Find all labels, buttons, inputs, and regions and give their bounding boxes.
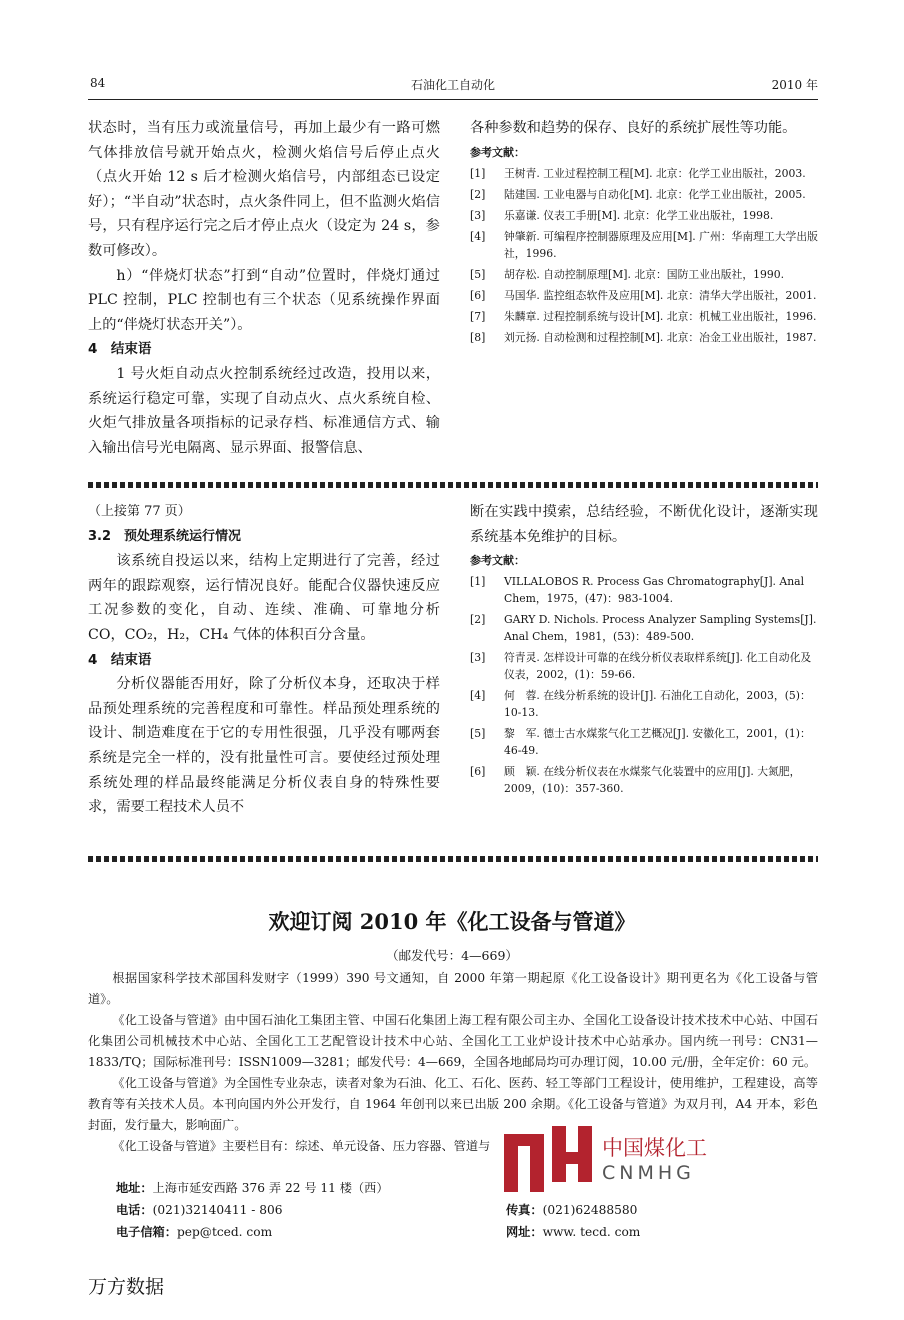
contact-fax: 传真：(021)62488580: [506, 1203, 638, 1217]
paragraph: 该系统自投运以来，结构上定期进行了完善，经过两年的跟踪观察，运行情况良好。能配合仪器快速反应工况参数的变化，自动、连续、准确、可靠地分析 CO，CO₂，H₂，CH₄ 气体的体积百分含量。: [88, 553, 440, 643]
logo-text-cn: 中国煤化工: [602, 1136, 707, 1160]
reference-item: [3] 符青灵. 怎样设计可靠的在线分析仪表取样系统[J]. 化工自动化及仪表，2002，(1)：59-66.: [470, 651, 812, 682]
reference-item: [2] GARY D. Nichols. Process Analyzer Sampling Systems[J]. Anal Chem，1981，(53)：489-500.: [470, 613, 817, 644]
left-column-top: [88, 116, 440, 460]
reference-item: [6] 顾 颖. 在线分析仪表在水煤浆气化装置中的应用[J]. 大氮肥，2009，(10)：357-360.: [470, 765, 801, 796]
subsection-heading: 3.2 预处理系统运行情况: [88, 528, 242, 544]
reference-item: [1] 王树青. 工业过程控制工程[M]. 北京：化学工业出版社，2003.: [470, 166, 806, 180]
ad-title: 欢迎订阅 2010 年《化工设备与管道》: [268, 909, 636, 934]
continuation-note: （上接第 77 页）: [88, 504, 191, 519]
ad-paragraph: 《化工设备与管道》主要栏目有：综述、单元设备、压力容器、管道与: [112, 1139, 491, 1153]
paragraph: 断在实践中摸索，总结经验，不断优化设计，逐渐实现系统基本免维护的目标。: [470, 504, 818, 545]
wavy-divider: [88, 482, 818, 488]
references-heading: 参考文献：: [470, 554, 525, 568]
section-heading: 4 结束语: [88, 341, 152, 358]
ad-paragraph: 根据国家科学技术部国科发财字（1999）390 号文通知，自 2000 年第一期起原《化工设备设计》期刊更名为《化工设备与管道》。: [88, 971, 818, 1006]
logo-mark-icon: [504, 1126, 596, 1192]
ad-paragraph: 《化工设备与管道》由中国石油化工集团主管、中国石化集团上海工程有限公司主办、全国化工设备设计技术技术中心站、中国石化集团公司机械技术中心站、全国化工工艺配管设计技术中心站、全国化工工业炉设计技术中心站承办。国内统一刊号：CN31—1833/TQ；国际标准刊号：ISSN1009—3281；邮发代号：4—669，全国各地邮局均可办理订阅，10.00 元/册，全年定价：60 元。: [88, 1013, 818, 1069]
reference-item: [7] 朱麟章. 过程控制系统与设计[M]. 北京：机械工业出版社，1996.: [470, 309, 817, 323]
section-heading: 4 结束语: [88, 651, 152, 668]
reference-item: [4] 何 蓉. 在线分析系统的设计[J]. 石油化工自动化，2003，(5)：10-13.: [470, 689, 811, 720]
reference-item: [3] 乐嘉谦. 仪表工手册[M]. 北京：化学工业出版社，1998.: [470, 208, 774, 222]
paragraph: 各种参数和趋势的保存、良好的系统扩展性等功能。: [470, 120, 797, 136]
contact-website[interactable]: 网址：www. tecd. com: [506, 1225, 641, 1239]
reference-item: [5] 胡存松. 自动控制原理[M]. 北京：国防工业出版社，1990.: [470, 267, 785, 281]
right-column-mid: [470, 500, 818, 801]
references-heading: 参考文献：: [470, 145, 525, 159]
paragraph: 状态时，当有压力或流量信号，再加上最少有一路可燃气体排放信号就开始点火，检测火焰信号后停止点火（点火开始 12 s 后才检测火焰信号，内部组态已设定好）；“半自动”状态时，点火条件同上，但不监测火焰信号，只有程序运行完之后才停止点火（设定为 24 s，参数可修改）。: [88, 120, 440, 259]
reference-item: [4] 钟肇新. 可编程序控制器原理及应用[M]. 广州：华南理工大学出版社，1996.: [470, 229, 818, 260]
right-column-top: [470, 116, 818, 350]
reference-list: [470, 165, 818, 346]
paragraph: 分析仪器能否用好，除了分析仪本身，还取决于样品预处理系统的完善程度和可靠性。样品预处理系统的设计、制造难度在于它的专用性很强，几乎没有哪两套系统是完全一样的，没有批量性可言。要使经过预处理系统处理的样品最终能满足分析仪表自身的特殊性要求，需要工程技术人员不: [88, 676, 440, 816]
header-rule: [88, 99, 818, 100]
reference-list: [470, 573, 818, 797]
reference-item: [8] 刘元扬. 自动检测和过程控制[M]. 北京：冶金工业出版社，1987.: [470, 330, 817, 344]
journal-name: 石油化工自动化: [410, 78, 495, 92]
reference-item: [5] 黎 军. 德士古水煤浆气化工艺概况[J]. 安徽化工，2001，(1)：46-49.: [470, 727, 811, 758]
source-footer: 万方数据: [88, 1276, 165, 1298]
paragraph: h）“伴烧灯状态”打到“自动”位置时，伴烧灯通过 PLC 控制，PLC 控制也有三个状态（见系统操作界面上的“伴烧灯状态开关”）。: [88, 267, 440, 333]
ad-postal-code: （邮发代号：4—669）: [386, 948, 518, 963]
reference-item: [1] VILLALOBOS R. Process Gas Chromatography[J]. Anal Chem，1975，(47)：983-1004.: [470, 575, 805, 606]
paragraph: 1 号火炬自动点火控制系统经过改造，投用以来，系统运行稳定可靠，实现了自动点火、点火系统自检、火炬气排放量各项指标的记录存档、标准通信方式、输入输出信号光电隔离、显示界面、报警信息、: [88, 365, 440, 456]
running-header: [88, 74, 818, 96]
cnmhg-watermark-logo: [504, 1126, 714, 1192]
contact-email[interactable]: 电子信箱：pep@tced. com: [116, 1225, 273, 1239]
contact-address: 地址：上海市延安西路 376 弄 22 号 11 楼（西）: [116, 1181, 389, 1195]
reference-item: [6] 马国华. 监控组态软件及应用[M]. 北京：清华大学出版社，2001.: [470, 288, 817, 302]
contact-phone: 电话：(021)32140411 - 806: [116, 1203, 283, 1217]
page-number: 84: [90, 76, 106, 90]
logo-text-en: CNMHG: [602, 1162, 695, 1184]
ad-paragraph: 《化工设备与管道》为全国性专业杂志，读者对象为石油、化工、石化、医药、轻工等部门工程设计，使用维护，工程建设，高等教育等有关技术人员。本刊向国内外公开发行，自 1964 年创刊以来已出版 200 余期。《化工设备与管道》为双月刊，A4 开本，彩色封面，发行量大，影响面广。: [88, 1076, 818, 1132]
journal-year: 2010 年: [771, 78, 818, 92]
wavy-divider: [88, 856, 818, 862]
reference-item: [2] 陆建国. 工业电器与自动化[M]. 北京：化学工业出版社，2005.: [470, 187, 806, 201]
left-column-mid: [88, 500, 440, 820]
